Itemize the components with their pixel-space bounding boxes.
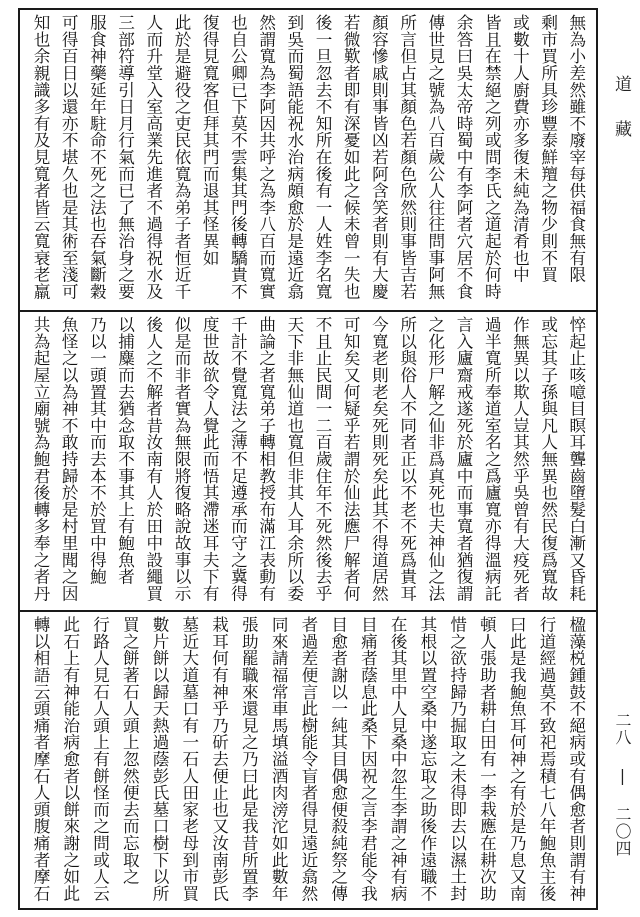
- text-column: 魚怪之以為神不敢持歸於是村里聞之因: [59, 316, 79, 602]
- text-column: 行道經過莫不致祀焉積七八年鮑魚主後: [537, 616, 557, 902]
- text-column: 墓近大道墓口有一石人田家老母到市買: [179, 616, 199, 902]
- text-column: 楹藻棁鍾鼓不絕病或有偶愈者則謂有神: [566, 616, 586, 902]
- text-column: 或數十人廚費亦多復未純為清肴也中: [510, 14, 530, 283]
- text-column: 栽耳何有神乎乃斫去便止也又汝南彭氏: [209, 616, 229, 902]
- text-panel-top: [20, 10, 596, 310]
- text-column: 以捕麋而去猶念取不事其上有鮑魚者: [115, 316, 135, 585]
- text-column: 也自公卿已下莫不雲集其門後轉驕貴不: [228, 14, 248, 300]
- margin-title: 道: [611, 75, 631, 92]
- text-column: 或忘其子孫與凡人無異也然民復爲寬故: [538, 316, 558, 602]
- text-column: 在後其里中人見桑中忽生李謂之神有病: [388, 616, 408, 902]
- margin-volume-mark: 藏: [611, 120, 631, 137]
- text-column: 天下非無仙道也寬但非其人耳余所以委: [284, 316, 304, 602]
- text-column: 後人之不解者昔汝南有人於田中設繩買: [143, 316, 163, 602]
- text-column: 人而升堂入室高業先進者不過得祝水及: [143, 14, 163, 300]
- text-column: 作無異以欺人豈其然乎吳曾有大疫死者: [510, 316, 530, 602]
- text-column: 目愈者謝以一純其目偶愈便殺純祭之傳: [328, 616, 348, 902]
- text-column: 其根以置空桑中遂忘取之助後作遠職不: [417, 616, 437, 902]
- text-column: 惜之欲持歸乃掘取之未得即去以濕土封: [447, 616, 467, 902]
- text-column: 傳世見之號為八百歲公人往往問事阿無: [425, 14, 445, 300]
- text-column: 言入廬齋戒遂死於廬中而事寬者猶復謂: [454, 316, 474, 602]
- text-column: 所言但占其顏色若顏色欣然則事皆吉若: [397, 14, 417, 300]
- text-column: 後一旦忽去不知所在後有一人姓李名寬: [313, 14, 333, 300]
- text-column: 余答曰吳太帝時蜀中有李阿者穴居不食: [454, 14, 474, 300]
- text-column: 千計不覺寬法之薄不足遵承而守之冀得: [228, 316, 248, 602]
- text-column: 到吳而蜀語能祝水治病頗愈於是遠近翕: [284, 14, 304, 300]
- text-column: 三部符導引日月行氣而已了無治身之要: [115, 14, 135, 300]
- page-number: 二八 | 二〇四: [613, 712, 632, 857]
- text-column: 若微歎者即有深憂如此之候未曾一失也: [341, 14, 361, 300]
- text-column: 可得百日以還亦不堪久也是其術至淺可: [59, 14, 79, 300]
- text-column: 頓人張助者耕白田有一李栽應在耕次助: [477, 616, 497, 902]
- text-panel-bottom: [20, 610, 596, 908]
- text-column: 共為起屋立廟號為鮑君後轉多奉之者丹: [31, 316, 50, 602]
- text-column: 此於是避役之吏民依寬為弟子者恒近千: [172, 14, 192, 300]
- text-column: 此石上有神能治病愈者以餅來謝之如此: [60, 616, 80, 902]
- text-column: 可知矣又何疑乎若謂於仙法應尸解者何: [341, 316, 361, 602]
- text-column: 乃以一頭置其中而去本不於罝中得鮑: [87, 316, 107, 585]
- text-column: 復得見寬客但拜其門而退其怪異如: [200, 14, 220, 266]
- text-column: 行路人見石人頭上有餅怪而之問或人云: [90, 616, 110, 902]
- text-column: 同來請福常車馬填溢酒肉滂沱如此數年: [269, 616, 289, 902]
- text-column: 似是而非者實為無限將復略說故事以示: [172, 316, 192, 602]
- text-panel-middle: [20, 310, 596, 610]
- text-column: 皆且在禁絕之列或問李氏之道起於何時: [482, 14, 502, 300]
- text-column: 目痛者蔭息此桑下因祝之言李君能令我: [358, 616, 378, 902]
- text-column: 服食神藥延年駐命不死之法也吞氣斷穀: [87, 14, 107, 300]
- text-column: 買之餅著石人頭上忽然便去而忘取之: [120, 616, 140, 885]
- text-column: 無為小差然雖不廢宰每供福食無有限: [566, 14, 586, 283]
- text-column: 剩市買所具珍豐泰鮮羶之物少則不買: [538, 14, 558, 283]
- text-column: 數片餅以歸天熱過蔭彭氏墓口樹下以所: [150, 616, 170, 902]
- text-column: 知也余親識多有及見寬者皆云寬衰老羸: [31, 14, 50, 300]
- text-column: 度世故欲令人覺此而悟其滯迷耳夫下有: [200, 316, 220, 602]
- text-column: 悴起止咳噫目瞑耳聾齒墮髮白漸又昏耗: [566, 316, 586, 602]
- text-column: 所以與俗人不同者正以不老不死爲貴耳: [397, 316, 417, 602]
- text-column: 曰此是我鮑魚耳何神之有於是乃息又南: [507, 616, 527, 902]
- text-column: 張助罷職來還見之乃曰此是我昔所置李: [239, 616, 259, 902]
- text-column: 顏容慘戚則事皆凶若阿含笑者則有大慶: [369, 14, 389, 300]
- text-column: 者過差便言此樹能令盲者得見遠近翕然: [298, 616, 318, 902]
- page-frame: [18, 8, 598, 910]
- text-column: 轉以相語云頭痛者摩石人頭腹痛者摩石: [31, 616, 50, 902]
- text-column: 過半寬所奉道室名之爲廬寬亦得溫病託: [482, 316, 502, 602]
- text-column: 不且止民間一二百歲住年不死然後去乎: [313, 316, 333, 602]
- text-column: 曲論之者寬弟子轉相教授布滿江表動有: [256, 316, 276, 602]
- text-column: 然謂寬為李阿因共呼之為李八百而寬實: [256, 14, 276, 300]
- text-column: 之化形尸解之仙非爲真死也夫神仙之法: [425, 316, 445, 602]
- text-column: 今寬老則老矣死則死矣此其不得道居然: [369, 316, 389, 602]
